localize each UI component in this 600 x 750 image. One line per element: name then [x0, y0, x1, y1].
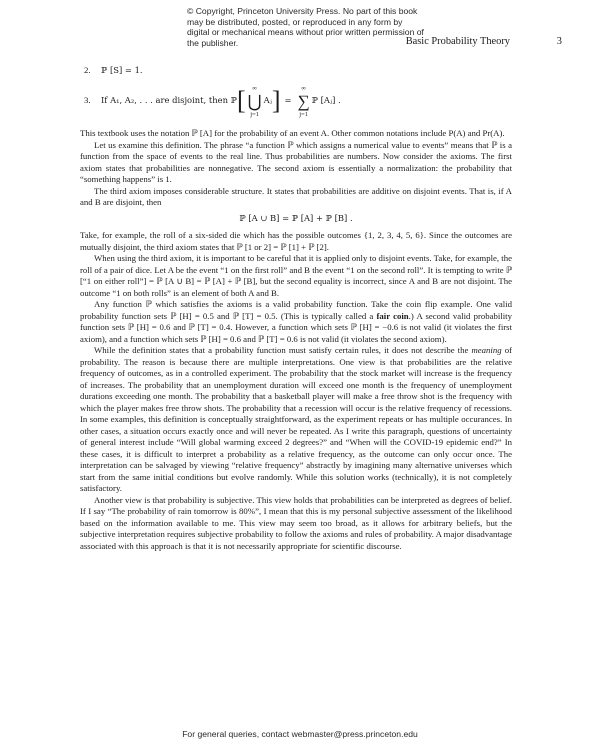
running-head: [0, 36, 600, 48]
page-body: [80, 62, 512, 552]
paragraph-dice-pair: When using the third axiom, it is important to be careful that it is applied only to disjoint events. Take, for example, the roll of a pair of dice. Let A be the event “1 on the first roll” and B the event “1 on the second roll”. It is tempting to write ℙ [“1 on either roll”] = ℙ [A ∪ B] = ℙ [A] + ℙ [B], but the second equality is incorrect, since A and B are not disjoint. The outcome “1 on both rolls” is an element of both A and B.: [80, 253, 512, 298]
axiom-item-2: [80, 62, 512, 80]
left-bracket: [: [236, 86, 246, 116]
right-bracket: ]: [271, 86, 281, 116]
axiom-number: 3.: [84, 95, 91, 106]
paragraph-definition: Let us examine this definition. The phrase “a function ℙ which assigns a numerical value to events” means that ℙ is a function from the space of events to the real line. Thus probabilities are numbers. Now consider the axioms. The first axiom states that probabilities are nonnegative. The second axiom is essentially a normalization: the probability that “something happens” is 1.: [80, 139, 512, 184]
running-title: Basic Probability Theory: [405, 36, 510, 47]
text-run: of probability. The reason is because there are multiple interpretations. One view is that probabilities are the relative frequency of outcomes, as in a controlled experiment. The probability that the stock market will increase is the frequency of increases. The probability that an unemployment duration will exceed one month is the frequency of unemployment durations exceeding one month. The probability that a basketball player will make a free throw shot is the frequency with which the player makes free throw shots. The probability that a recession will occur is the relative frequency of recessions. In some examples, this definition is conceptually straightforward, as the experiment repeats or has multiple occurances. In other cases, a situation occurs exactly once and will never be repeated. As I write this paragraph, questions of uncertainty of general interest include “Will global warming exceed 2 degrees?” and “When will the COVID-19 epidemic end?” In these cases, it is difficult to interpret a probability as a relative frequency, as the outcome can only occur once. The interpretation can be salvaged by viewing “relative frequency” abstractly by imagining many alternative universes which start from the same initial conditions but evolve randomly. While this solution works (technically), it is not completely satisfactory.: [80, 345, 512, 493]
sum-symbol: ∑: [297, 91, 310, 111]
union-upper-limit: ∞: [252, 84, 257, 92]
fair-coin-term: fair coin: [376, 310, 409, 321]
text-run: Any function ℙ which satisfies the axioms is a valid probability function. Take the coin flip example. One valid probability function sets ℙ [H] = 0.5 and ℙ [T] = 0.5. (This is typically called a: [80, 299, 512, 321]
axiom-number: 2.: [84, 65, 91, 76]
union-symbol: ⋃: [247, 91, 262, 111]
paragraph-subjective: Another view is that probability is subjective. This view holds that probabilities can be interpreted as degrees of belief. If I say “The probability of rain tomorrow is 80%”, I mean that this is my personal subjective assessment of the likelihood based on the information available to me. This view may seem too broad, as it allows for arbitrary beliefs, but the subjective interpretation requires subjective probability to follow the axioms and rules of probability. A major disadvantage associated with this approach is that it is not necessarily appropriate for scientific discourse.: [80, 494, 512, 551]
page-number: 3: [556, 36, 562, 47]
union-operator: [248, 84, 262, 119]
sum-lower-limit: j=1: [299, 110, 308, 118]
union-argument: Aⱼ: [263, 95, 272, 106]
meaning-term: meaning: [471, 345, 502, 355]
paragraph-die-example: Take, for example, the roll of a six-sided die which has the possible outcomes {1, 2, 3, 4, 5, 6}. Since the outcomes are mutually disjoint, the third axiom states that ℙ [1 or 2] = ℙ [1] + ℙ [2].: [80, 230, 512, 252]
paragraph-third-axiom: The third axiom imposes considerable structure. It states that probabilities are additive on disjoint events. That is, if A and B are disjoint, then: [80, 185, 512, 207]
paragraph-valid-function: [80, 299, 512, 345]
equals-sign: =: [284, 95, 292, 106]
sum-upper-limit: ∞: [301, 84, 306, 92]
copyright-notice: © Copyright, Princeton University Press. No part of this book may be distributed, posted, or reproduced in any form by digital or mechanical means without prior written permission of the publisher.: [187, 6, 424, 48]
axiom-list: [80, 62, 512, 122]
sum-operator: [298, 84, 310, 119]
paragraph-interpretations: [80, 345, 512, 495]
text-run: .) A second valid probability function sets ℙ [H] = 0.6 and ℙ [T] = 0.4. However, a function which sets ℙ [H] = −0.6 is not valid (it violates the first axiom), and a function which sets ℙ [H] = 0.6 and ℙ [T] = 0.6 is not valid (it violates the second axiom).: [80, 310, 512, 344]
axiom-item-3: [80, 80, 512, 122]
display-equation: ℙ [A ∪ B] = ℙ [A] + ℙ [B] .: [239, 212, 353, 223]
text-run: While the definition states that a probability function must satisfy certain rules, it does not describe the: [94, 345, 472, 355]
paragraph-notation: This textbook uses the notation ℙ [A] for the probability of an event A. Other common notations include P(A) and Pr(A).: [80, 128, 505, 138]
footer-contact: For general queries, contact webmaster@press.princeton.edu: [182, 729, 418, 739]
union-lower-limit: j=1: [250, 110, 259, 118]
axiom-lead: If A₁, A₂, . . . are disjoint, then ℙ: [101, 95, 237, 106]
axiom-text: ℙ [S] = 1.: [101, 65, 143, 76]
sum-argument: ℙ [Aⱼ] .: [311, 95, 341, 106]
